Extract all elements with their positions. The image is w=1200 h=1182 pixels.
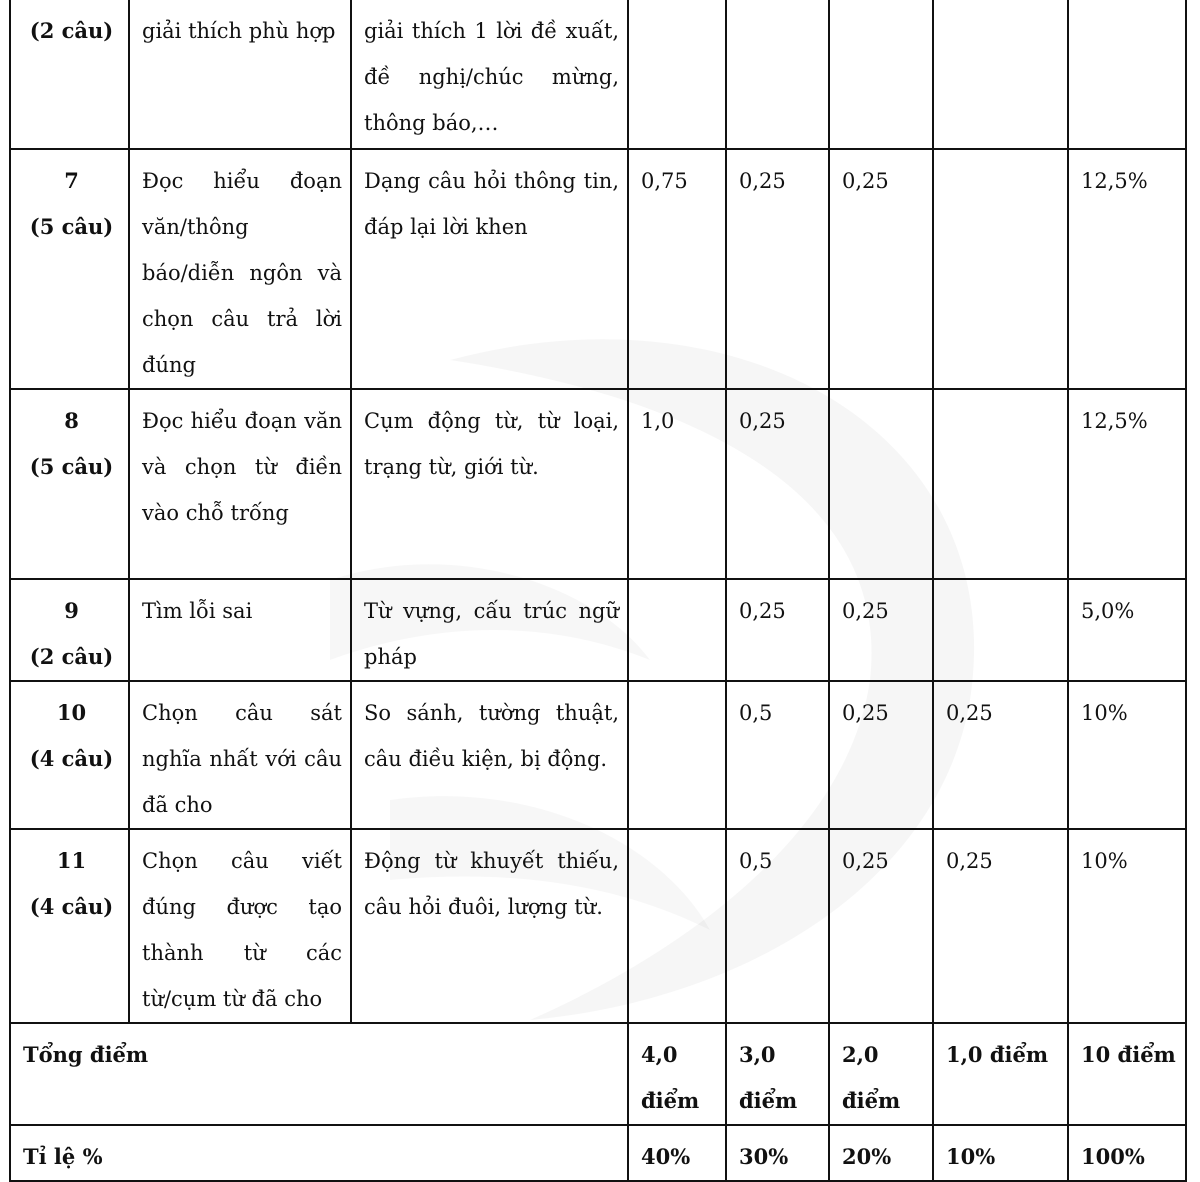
score-cell bbox=[933, 0, 1068, 149]
total-cell: 1,0 điểm bbox=[933, 1023, 1068, 1125]
score-cell bbox=[933, 579, 1068, 681]
item-number-cell: 9 (2 câu) bbox=[10, 579, 129, 681]
score-cell: 0,5 bbox=[726, 829, 829, 1023]
score-cell bbox=[829, 389, 933, 579]
task-cell: Chọn câu sát nghĩa nhất với câu đã cho bbox=[129, 681, 351, 829]
total-cell: 2,0 điểm bbox=[829, 1023, 933, 1125]
score-cell: 1,0 bbox=[628, 389, 726, 579]
score-cell bbox=[829, 0, 933, 149]
ratio-cell: 20% bbox=[829, 1125, 933, 1181]
percent-cell: 12,5% bbox=[1068, 149, 1186, 389]
score-cell bbox=[933, 389, 1068, 579]
table-row bbox=[10, 681, 1186, 829]
score-cell: 0,25 bbox=[726, 579, 829, 681]
table-row bbox=[10, 389, 1186, 579]
ratio-label: Tỉ lệ % bbox=[10, 1125, 628, 1181]
item-number-cell: 11 (4 câu) bbox=[10, 829, 129, 1023]
score-cell bbox=[628, 681, 726, 829]
score-cell bbox=[628, 829, 726, 1023]
score-cell: 0,25 bbox=[829, 579, 933, 681]
item-number-cell: 7 (5 câu) bbox=[10, 149, 129, 389]
percent-cell: 10% bbox=[1068, 681, 1186, 829]
content-cell: Dạng câu hỏi thông tin, đáp lại lời khen bbox=[351, 149, 628, 389]
score-cell bbox=[933, 149, 1068, 389]
table-row bbox=[10, 579, 1186, 681]
percent-cell: 12,5% bbox=[1068, 389, 1186, 579]
score-cell: 0,25 bbox=[933, 681, 1068, 829]
score-cell: 0,25 bbox=[829, 149, 933, 389]
table-row bbox=[10, 829, 1186, 1023]
item-number-cell: 10 (4 câu) bbox=[10, 681, 129, 829]
score-cell: 0,25 bbox=[829, 829, 933, 1023]
score-cell: 0,25 bbox=[726, 149, 829, 389]
score-cell bbox=[628, 579, 726, 681]
total-cell: 10 điểm bbox=[1068, 1023, 1186, 1125]
table-row bbox=[10, 149, 1186, 389]
content-cell: Động từ khuyết thiếu, câu hỏi đuôi, lượng từ. bbox=[351, 829, 628, 1023]
ratio-cell: 30% bbox=[726, 1125, 829, 1181]
task-cell: Đọc hiểu đoạn văn/thông báo/diễn ngôn và chọn câu trả lời đúng bbox=[129, 149, 351, 389]
percent-cell: 10% bbox=[1068, 829, 1186, 1023]
item-number-cell: 8 (5 câu) bbox=[10, 389, 129, 579]
percent-cell: 5,0% bbox=[1068, 579, 1186, 681]
ratio-cell: 40% bbox=[628, 1125, 726, 1181]
score-cell: 0,5 bbox=[726, 681, 829, 829]
score-cell: 0,25 bbox=[726, 389, 829, 579]
ratio-cell: 10% bbox=[933, 1125, 1068, 1181]
item-number-cell: (2 câu) bbox=[10, 0, 129, 149]
content-cell: So sánh, tường thuật, câu điều kiện, bị động. bbox=[351, 681, 628, 829]
ratio-cell: 100% bbox=[1068, 1125, 1186, 1181]
task-cell: Tìm lỗi sai bbox=[129, 579, 351, 681]
score-cell bbox=[726, 0, 829, 149]
content-cell: Cụm động từ, từ loại, trạng từ, giới từ. bbox=[351, 389, 628, 579]
total-cell: 4,0 điểm bbox=[628, 1023, 726, 1125]
task-cell: Đọc hiểu đoạn văn và chọn từ điền vào chỗ trống bbox=[129, 389, 351, 579]
ratio-row bbox=[10, 1125, 1186, 1181]
task-cell: Chọn câu viết đúng được tạo thành từ các từ/cụm từ đã cho bbox=[129, 829, 351, 1023]
task-cell: giải thích phù hợp bbox=[129, 0, 351, 149]
content-cell: Từ vựng, cấu trúc ngữ pháp bbox=[351, 579, 628, 681]
score-cell bbox=[628, 0, 726, 149]
percent-cell bbox=[1068, 0, 1186, 149]
test-matrix-table bbox=[9, 0, 1187, 1182]
content-cell: giải thích 1 lời đề xuất, đề nghị/chúc mừng, thông báo,… bbox=[351, 0, 628, 149]
score-cell: 0,75 bbox=[628, 149, 726, 389]
score-cell: 0,25 bbox=[933, 829, 1068, 1023]
table-row bbox=[10, 0, 1186, 149]
total-cell: 3,0 điểm bbox=[726, 1023, 829, 1125]
total-row bbox=[10, 1023, 1186, 1125]
total-label: Tổng điểm bbox=[10, 1023, 628, 1125]
score-cell: 0,25 bbox=[829, 681, 933, 829]
